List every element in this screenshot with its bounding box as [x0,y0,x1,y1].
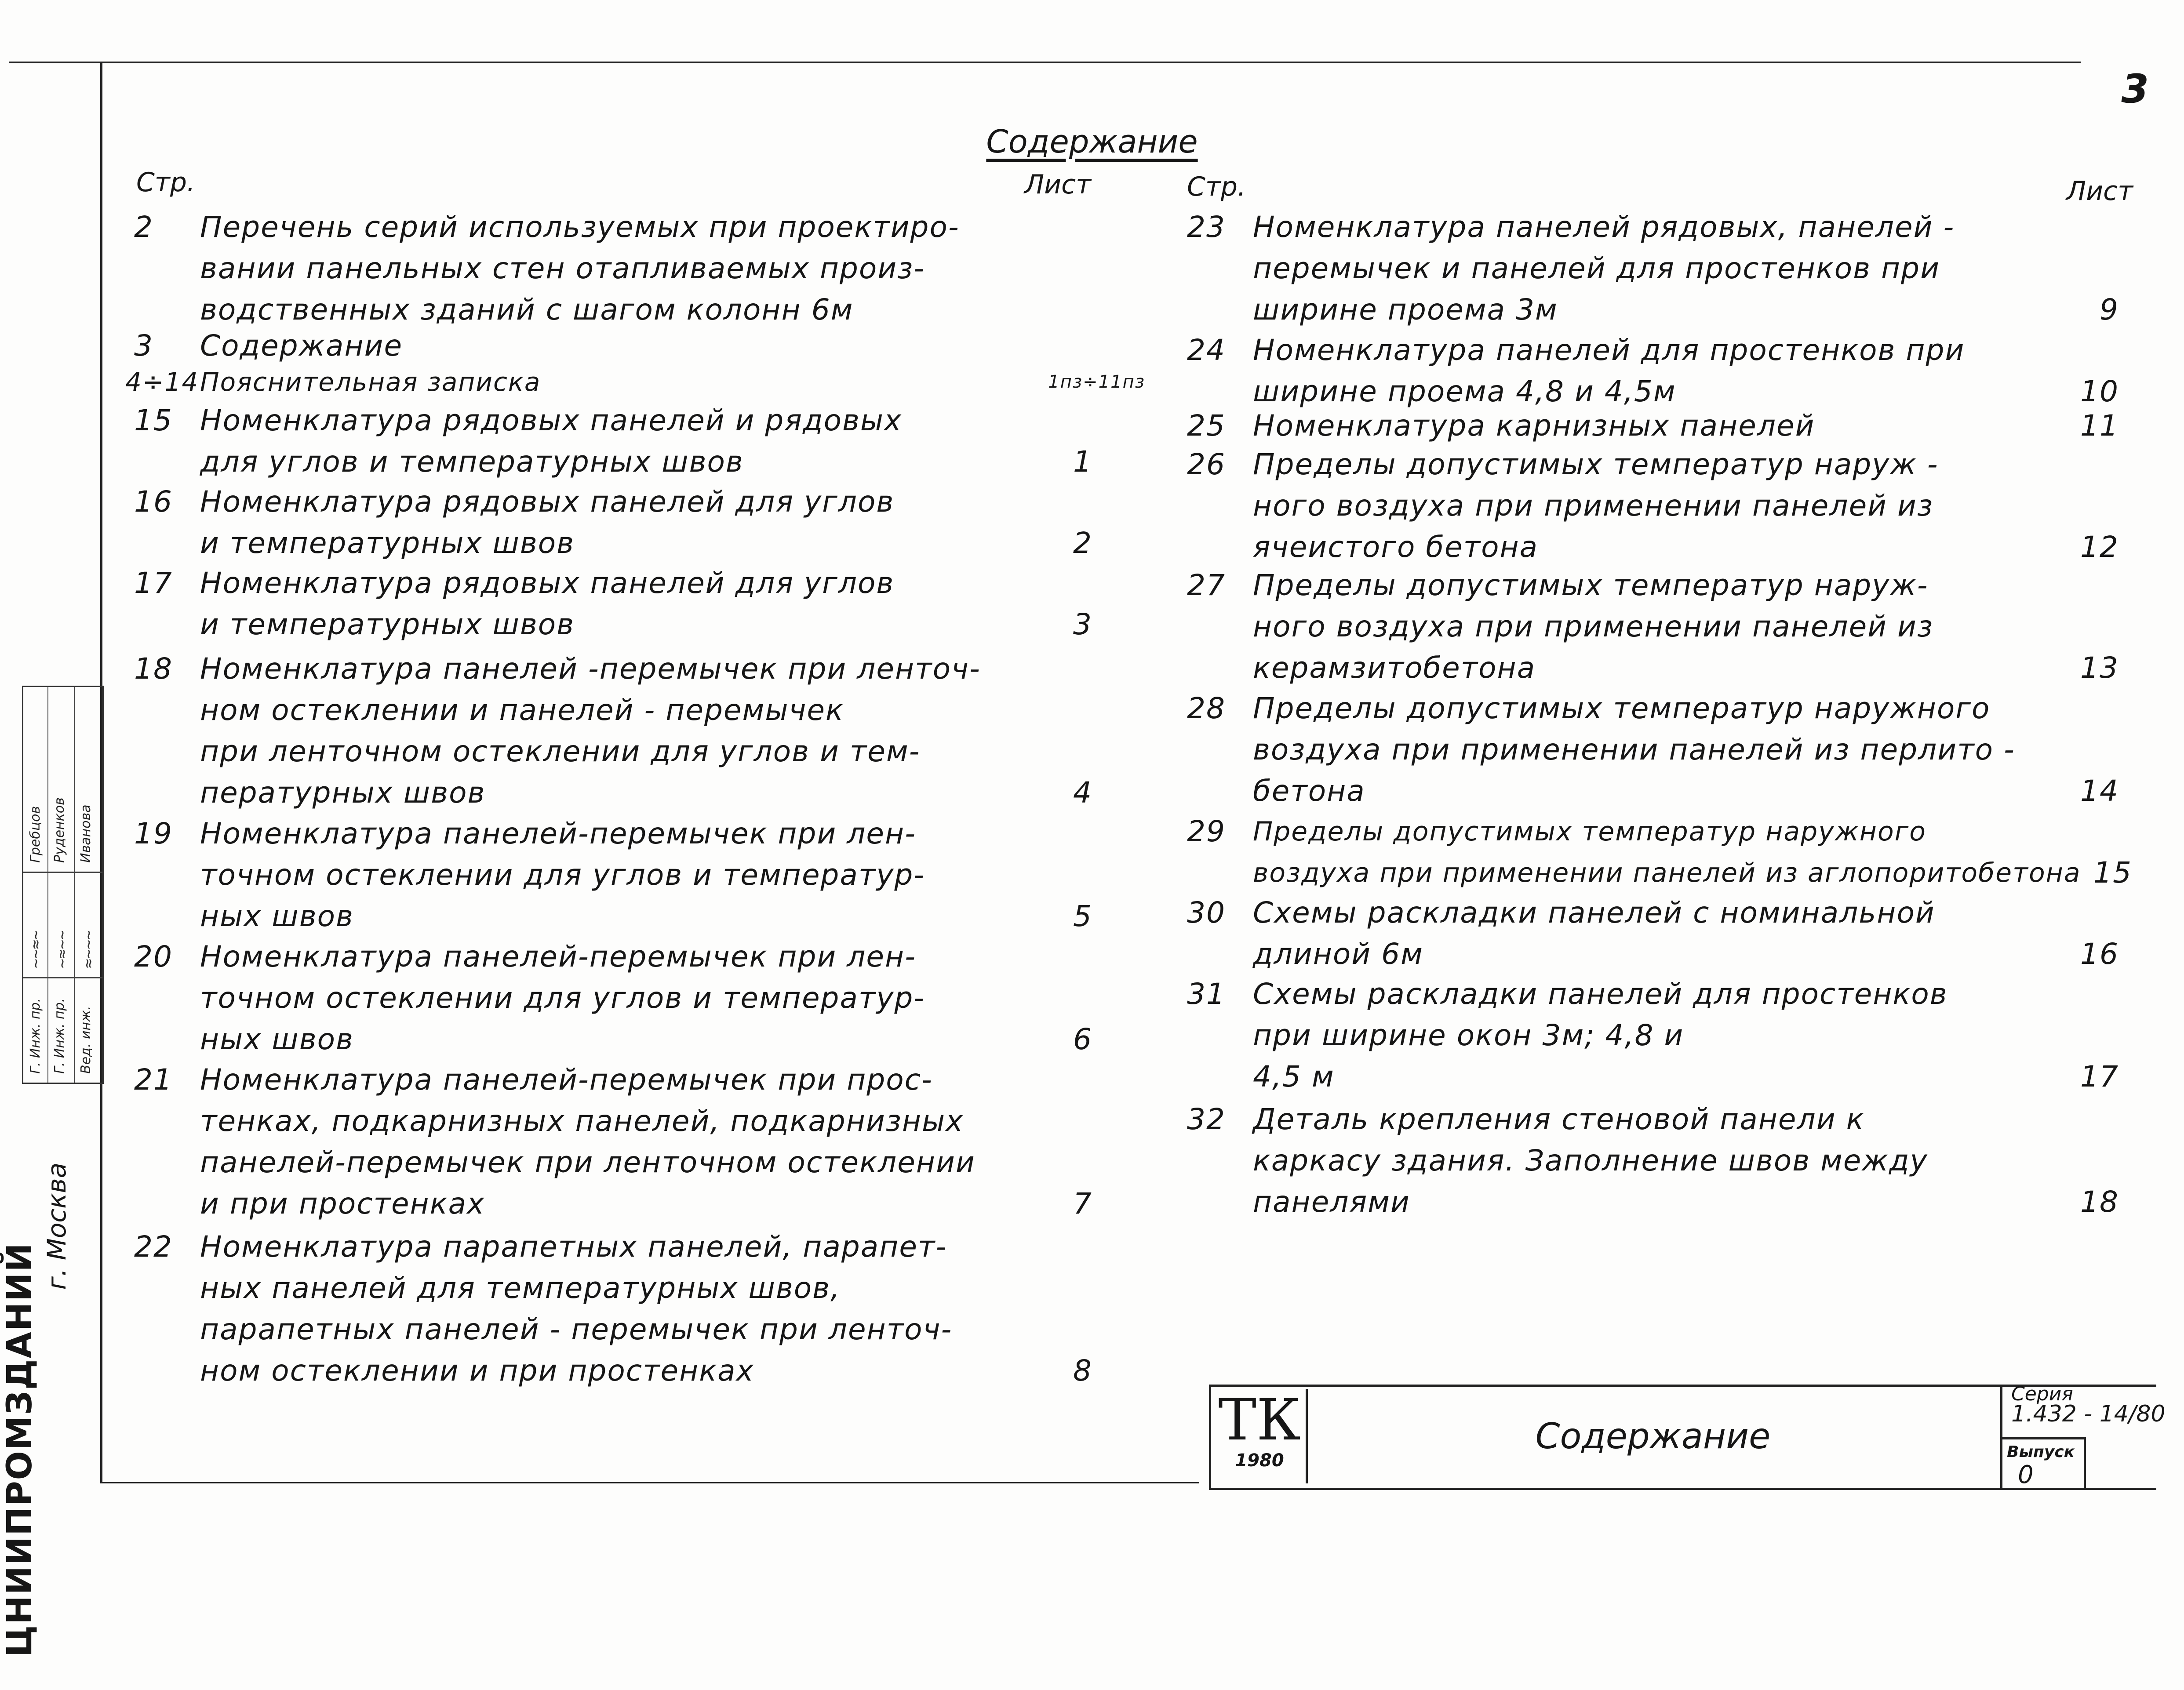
series-label: Серия [2011,1383,2073,1405]
left-header-page: Стр. [136,167,196,198]
entry-page: 22 [134,1230,173,1264]
entry-sheet: 14 [2080,774,2119,808]
series-value: 1.432 - 14/80 [2011,1401,2166,1427]
table-divider [47,687,48,1083]
entry-page: 28 [1187,691,1226,725]
entry-title: Пределы допустимых температур наружного воздуха при применении панелей из аглопоритобетона [1253,816,2081,888]
right-header-sheet: Лист [2066,176,2133,207]
entry-title: Номенклатура панелей-перемычек при лен- точном остеклении для углов и температур- ных швов [200,940,925,1056]
entry-title: Схемы раскладки панелей с номинальной длиной 6м [1253,896,1935,971]
entry-sheet: 5 [1073,899,1092,933]
stamp-name: Гребцов [28,806,43,863]
stamp-name: Руденков [52,797,67,863]
logo-mark: ТК [1218,1386,1301,1453]
issue-label: Выпуск [2007,1443,2075,1461]
entry-title: Номенклатура парапетных панелей, парапет- ных панелей для температурных швов, парапетных панелей - перемычек при ленточ- ном остеклении и при простенках [200,1230,953,1388]
issue-value: 0 [2018,1461,2034,1489]
entry-title: Перечень серий используемых при проектиро- вании панельных стен отапливаемых произ- водственных зданий с шагом колонн 6м [200,210,960,327]
entry-sheet: 9 [2100,293,2119,327]
entry-page: 17 [134,566,173,600]
entry-sheet: 1пз÷11пз [1048,372,1145,392]
entry-page: 15 [134,403,173,437]
entry-page: 24 [1187,333,1226,367]
entry-title: Деталь крепления стеновой панели к каркасу здания. Заполнение швов между панелями [1253,1102,1928,1219]
logo-year: 1980 [1235,1450,1284,1471]
entry-page: 2 [134,210,153,244]
stamp-role: Вед. инж. [78,1006,94,1074]
entry-page: 3 [134,329,153,363]
title-block-name: Содержание [1535,1416,1771,1457]
entry-sheet: 10 [2080,374,2119,408]
entry-sheet: 15 [2093,856,2132,890]
entry-sheet: 12 [2080,530,2119,564]
entry-title: Номенклатура панелей-перемычек при лен- точном остеклении для углов и температур- ных швов [200,817,925,933]
entry-sheet: 4 [1073,776,1092,810]
entry-page: 30 [1187,896,1226,930]
page-number: 3 [2121,66,2149,112]
entry-page: 19 [134,817,173,850]
entry-sheet: 1 [1073,445,1092,479]
entry-sheet: 7 [1073,1187,1092,1221]
entry-page: 27 [1187,568,1226,602]
bottom-rule [100,1482,1199,1483]
margin-stamp [0,686,101,1657]
entry-title: Пределы допустимых температур наруж- ного воздуха при применении панелей из керамзитобетона [1253,568,1934,685]
entry-sheet: 13 [2080,651,2119,685]
entry-page: 26 [1187,447,1226,481]
entry-title: Пределы допустимых температур наруж - ного воздуха при применении панелей из ячеистого бетона [1253,447,1939,564]
title-block-issue [2000,1437,2086,1488]
entry-title: Номенклатура панелей для простенков при ширине проема 4,8 и 4,5м [1253,333,1965,408]
document-title: Содержание [986,123,1198,160]
entry-title: Номенклатура карнизных панелей [1253,409,1815,443]
entry-sheet: 3 [1073,607,1092,641]
entry-title: Номенклатура панелей рядовых, панелей - перемычек и панелей для простенков при ширине проема 3м [1253,210,1955,327]
entry-sheet: 18 [2080,1185,2119,1219]
entry-title: Номенклатура панелей -перемычек при ленточ- ном остеклении и панелей - перемычек при ленточном остеклении для углов и тем- пературных швов [200,652,981,810]
entry-page: 20 [134,940,173,974]
entry-title: Номенклатура рядовых панелей для углов и температурных швов [200,485,895,560]
entry-page: 32 [1187,1102,1226,1136]
organization-name: ЦНИИПРОМЗДАНИЙ [0,1242,40,1657]
entry-sheet: 6 [1073,1022,1092,1056]
entry-page: 23 [1187,210,1226,244]
entry-title: Пределы допустимых температур наружного воздуха при применении панелей из перлито - бетона [1253,691,2015,808]
entry-page: 18 [134,652,173,686]
entry-sheet: 8 [1073,1354,1092,1388]
entry-title: Номенклатура панелей-перемычек при прос- тенках, подкарнизных панелей, подкарнизных панелей-перемычек при ленточном остеклении и при простенках [200,1063,976,1221]
entry-title: Номенклатура рядовых панелей для углов и температурных швов [200,566,895,641]
table-divider [74,687,75,1083]
entry-page: 21 [134,1063,173,1097]
entry-title: Схемы раскладки панелей для простенков при ширине окон 3м; 4,8 и 4,5 м [1253,977,1948,1094]
entry-page: 31 [1187,977,1226,1011]
entry-sheet: 2 [1073,526,1092,560]
entry-page: 16 [134,485,173,519]
stamp-role: Г. Инж. пр. [28,998,43,1074]
entry-title: Пояснительная записка [200,367,541,397]
right-header-page: Стр. [1187,171,1246,202]
entry-sheet: 11 [2080,409,2119,443]
stamp-role: Г. Инж. пр. [52,998,67,1074]
signature: ~~≈~ [27,930,45,968]
title-block-logo [1213,1386,1308,1483]
signature: ≈~~~ [80,930,98,968]
entry-sheet: 17 [2080,1060,2119,1094]
signature: ~≈~~ [53,930,71,968]
entry-page: 29 [1187,814,1226,848]
table-divider [23,872,102,873]
table-divider [23,977,102,978]
organization-city: г. Москва [42,1163,72,1290]
entry-title: Содержание [200,329,403,363]
entry-page: 25 [1187,409,1226,443]
left-header-sheet: Лист [1024,169,1092,200]
entry-sheet: 16 [2080,937,2119,971]
top-rule [9,62,1249,63]
stamp-name: Иванова [78,804,94,863]
entry-page: 4÷14 [125,367,199,397]
signature-table [22,686,104,1084]
entry-title: Номенклатура рядовых панелей и рядовых для углов и температурных швов [200,403,903,479]
